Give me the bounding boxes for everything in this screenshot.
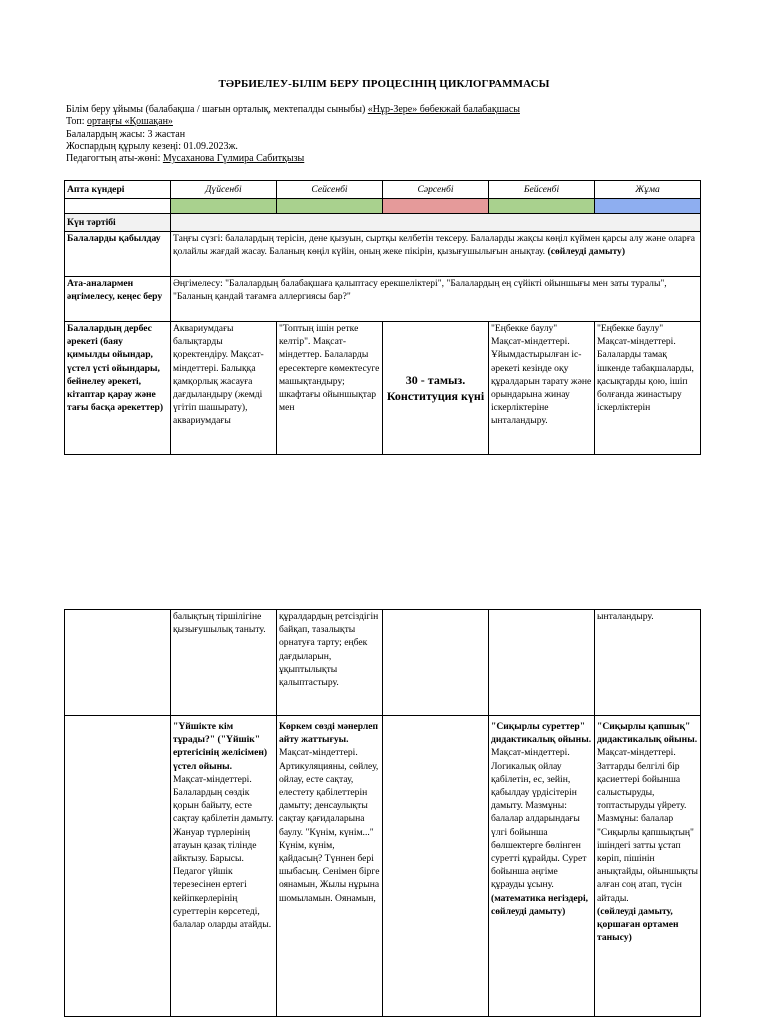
activity-wednesday-holiday: 30 - тамыз. Конституция күні — [383, 322, 489, 455]
org-value: «Нұр-Зере» бөбекжай балабақшасы — [367, 104, 520, 115]
parents-row — [65, 277, 701, 322]
color-row — [65, 199, 701, 214]
teacher-line — [66, 153, 520, 165]
color-cell-wednesday — [383, 199, 489, 214]
activity-label: Балалардың дербес әрекеті (баяу қимылды ойындар, үстел үсті ойындары, бейнелеу әрекеті, кітаптар қарау және тағы басқа әрекеттер) — [65, 322, 171, 455]
activity-friday: "Еңбекке баулу" Мақсат-міндеттері. Балаларды тамақ ішкенде табақшаларды, қасықтарды қою, ішіп болғанда жинастыру іскерліктерін — [595, 322, 701, 455]
routine-empty — [171, 214, 701, 232]
cont2-friday-tag: (сөйлеуді дамыту, қоршаған ортамен танысу) — [597, 905, 679, 944]
reception-label: Балаларды қабылдау — [65, 232, 171, 277]
parents-label: Ата-аналармен әңгімелесу, кеңес беру — [65, 277, 171, 322]
day-tuesday: Сейсенбі — [277, 181, 383, 199]
reception-cell — [171, 232, 701, 277]
routine-label: Күн тәртібі — [65, 214, 171, 232]
cont2-tuesday-title: Көркем сөзді мәнерлеп айту жаттығуы. — [279, 721, 379, 746]
activity-thursday: "Еңбекке баулу" Мақсат-міндеттері. Ұйымдастырылған іс-әрекеті кезінде оқу құралдарын тарату және орындарына жинау іскерліктеріне ынталандыру. — [489, 322, 595, 455]
cont2-friday-text: Мақсат-міндеттері. Заттарды белгілі бір қасиеттері бойынша салыстыруды, топтастыруды үйрету. Мазмұны: балалар "Сиқырлы қапшықтың" ішіндегі затты ұстап көріп, пішінін анықтайды, ойыншықты алған соң атап, түсін айтады. — [597, 747, 698, 904]
org-label: Білім беру ұйымы (балабақша / шағын орталық, мектепалды сыныбы) — [66, 104, 366, 115]
cont1-wednesday — [383, 610, 489, 716]
color-cell-empty — [65, 199, 171, 214]
color-cell-monday — [171, 199, 277, 214]
routine-row — [65, 214, 701, 232]
week-days-header: Апта күндері — [65, 181, 171, 199]
cont2-tuesday — [277, 716, 383, 1017]
org-line — [66, 104, 520, 116]
teacher-label: Педагогтың аты-жөні: — [66, 153, 161, 165]
info-block — [66, 104, 520, 165]
day-monday: Дүйсенбі — [171, 181, 277, 199]
reception-tag: (сөйлеуді дамыту) — [547, 246, 626, 258]
group-label: Топ: — [66, 116, 85, 128]
header-row — [65, 181, 701, 199]
cont2-thursday — [489, 716, 595, 1017]
cont2-tuesday-text: Мақсат-міндеттері. Артикуляцияны, сөйлеу, ойлау, есте сақтау, елестету қабілеттерін дамыту; денсаулықты сақтау қағидаларына баулу. "Күнім, күнім..." Күнім, күнім, қайдасың? Түннен бері шыбасың. Сенімен бірге оянамын, Жылы нұрына шомыламын. Оянамын, — [279, 747, 380, 904]
reception-row — [65, 232, 701, 277]
cont2-thursday-text: Мақсат-міндеттері. Логикалық ойлау қабілетін, ес, зейін, қабылдау үрдісітерін дамыту. Мазмұны: балалар алдарындағы үлгі бойынша бөлшектерге бөлінген суретті құрайды. Сурет бойынша әңгіме құрауды ұсыну. — [491, 747, 587, 891]
plan-date-line: Жоспардың құрылу кезеңі: 01.09.2023ж. — [66, 140, 238, 152]
age-line: Балалардың жасы: 3 жастан — [66, 128, 186, 140]
activity-row — [65, 322, 701, 455]
cont2-friday-title: "Сиқырлы қапшық" дидактикалық ойыны. — [597, 721, 698, 746]
cont2-thursday-tag: (математика негіздері, сөйлеуді дамыту) — [491, 892, 589, 917]
group-line — [66, 116, 520, 128]
cont-row-2 — [65, 716, 701, 1017]
cont1-thursday — [489, 610, 595, 716]
color-cell-tuesday — [277, 199, 383, 214]
color-cell-thursday — [489, 199, 595, 214]
cont2-label-empty — [65, 716, 171, 1017]
day-thursday: Бейсенбі — [489, 181, 595, 199]
teacher-value: Мусаханова Гүлмира Сабитқызы — [162, 153, 305, 165]
document-title: ТӘРБИЕЛЕУ-БІЛІМ БЕРУ ПРОЦЕСІНІҢ ЦИКЛОГРАММАСЫ — [218, 78, 550, 90]
day-friday: Жұма — [595, 181, 701, 199]
cont2-monday-title: "Үйшікте кім тұрады?" ("Үйшік" ертегісінің желісімен) үстел ойыны. — [173, 721, 268, 772]
cont2-thursday-title: "Сиқырлы суреттер" дидактикалық ойыны. — [491, 721, 592, 746]
schedule-table-continued — [64, 609, 701, 1017]
group-value: ортаңғы «Қошақан» — [87, 116, 173, 128]
schedule-table — [64, 180, 701, 455]
cont2-wednesday — [383, 716, 489, 1017]
cont2-monday-text: Мақсат-міндеттері. Балалардың сөздік қорын байыту, есте сақтау қабілетін дамыту. Жануар түрлерінің атауын қазақ тілінде айктызу. Барысы. Педагог үйшік терезесінен ертегі кейіпкерлерінің суреттерін көрсетеді, балалар оларды атайды. — [173, 773, 274, 931]
activity-tuesday: "Топтың ішін ретке келтір". Мақсат-міндеттер. Балаларды ересектерге көмектесуге машықтандыру; шкафтағы ойыншықтар мен — [277, 322, 383, 455]
reception-text: Таңғы сүзгі: балалардың терісін, дене қызуын, сыртқы келбетін тексеру. Балаларды жақсы көңіл күймен қарсы алу және оларға қолайлы жағдай жасау. Баланың көңіл күйін, оның жеке пікірін, қызығушылығын анықтау. — [173, 233, 696, 258]
parents-text: Әңгімелесу: "Балалардың балабақшаға қалыптасу ерекшеліктері", "Балалардың ең сүйікті ойыншығы мен заты туралы", "Баланың қандай тағамға аллергиясы бар?" — [171, 277, 701, 322]
cont2-friday — [595, 716, 701, 1017]
cont2-monday — [171, 716, 277, 1017]
cont1-monday: балықтың тіршілігіне қызығушылық таныту. — [171, 610, 277, 716]
cont1-tuesday: құралдардың ретсіздігін байқап, тазалықты орнатуға тарту; еңбек дағдыларын, ұқыптылықты қалыптастыру. — [277, 610, 383, 716]
cont1-label-empty — [65, 610, 171, 716]
activity-monday: Аквариумдағы балықтарды қоректендіру. Мақсат-міндеттері. Балыққа қамқорлық жасауға дағдыландыру (жемді үгітіп шашырату), аквариумдағы — [171, 322, 277, 455]
cont-row-1 — [65, 610, 701, 716]
cont1-friday: ынталандыру. — [595, 610, 701, 716]
day-wednesday: Сәрсенбі — [383, 181, 489, 199]
color-cell-friday — [595, 199, 701, 214]
